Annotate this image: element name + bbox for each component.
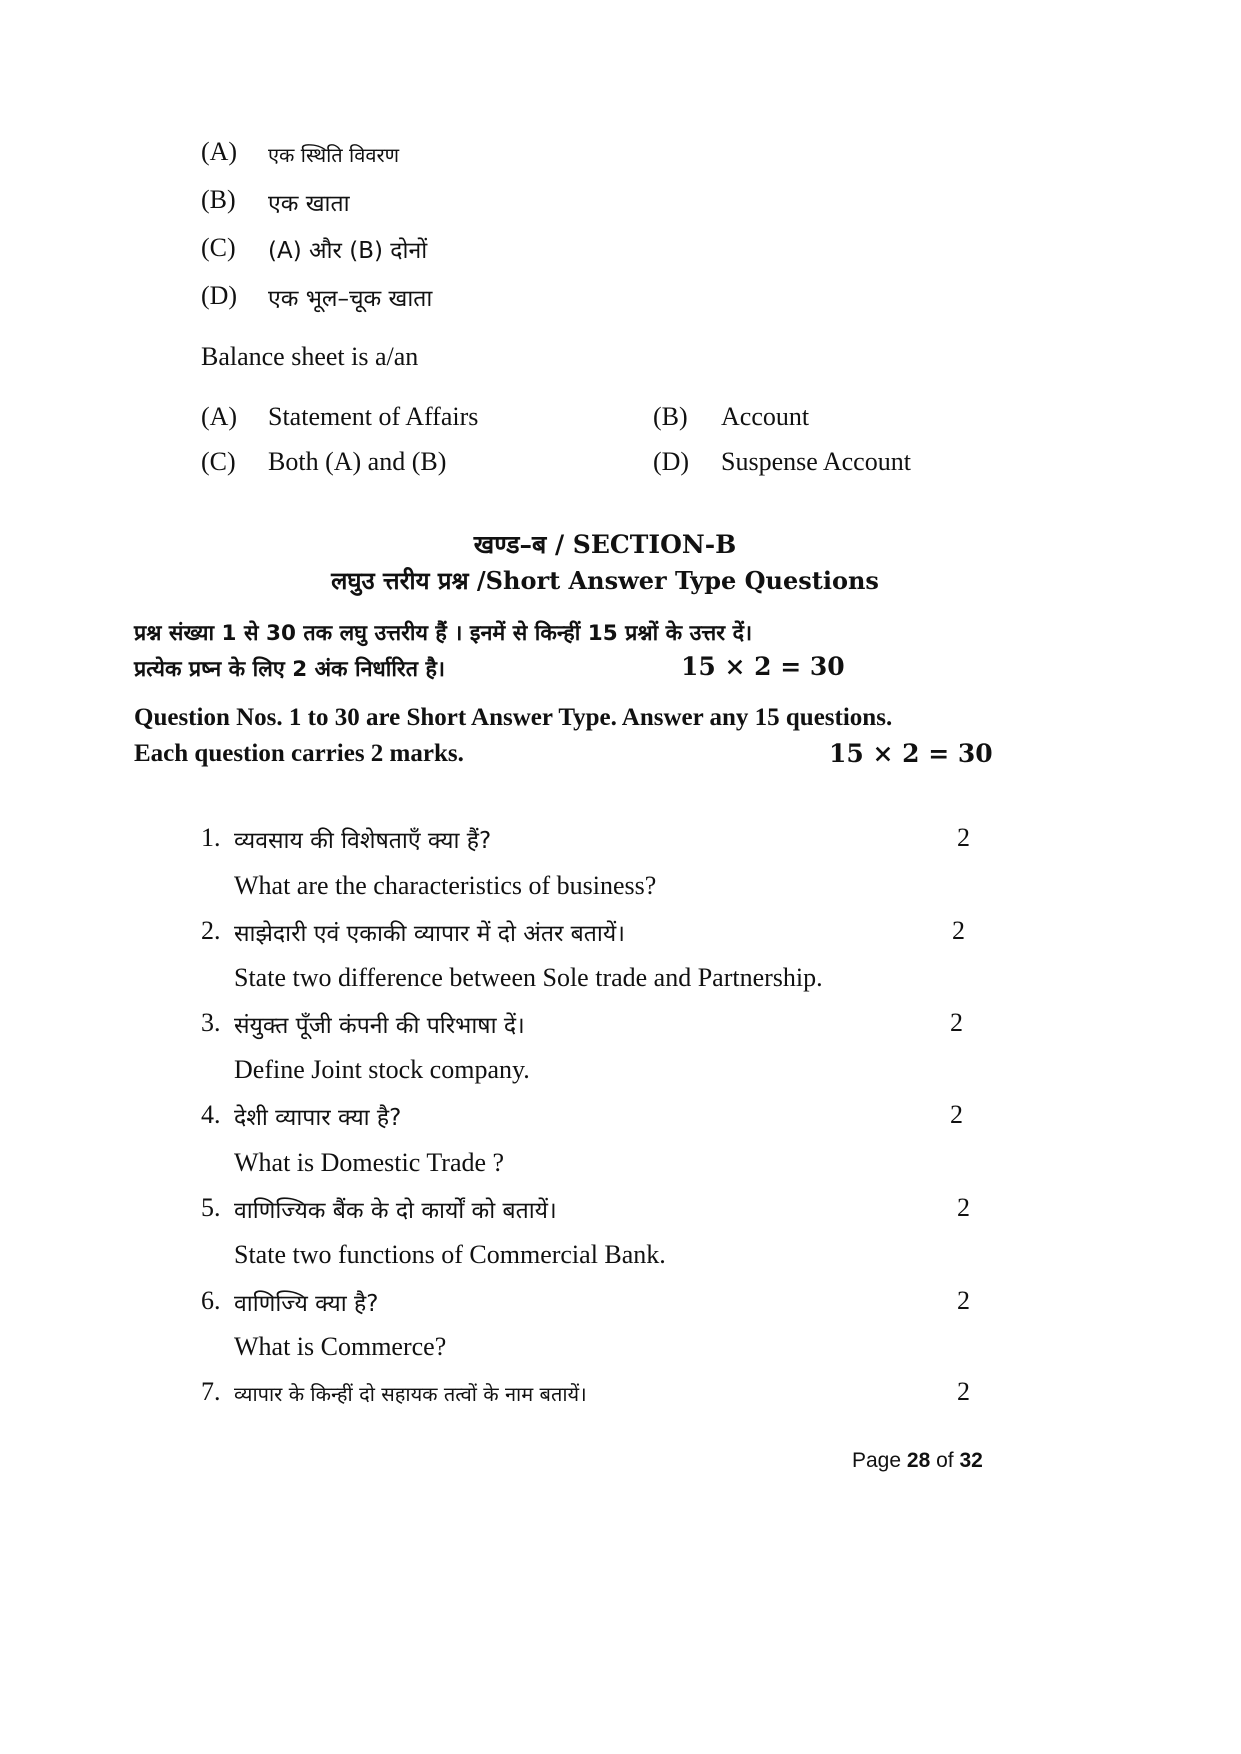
option-label: (A) (201, 137, 238, 166)
total-pages: 32 (959, 1449, 983, 1472)
english-instruction-1: Question Nos. 1 to 30 are Short Answer Type. Answer any 15 questions. (134, 704, 893, 731)
question-marks: 2 (957, 1377, 970, 1406)
question-english: What are the characteristics of business? (234, 871, 657, 900)
marks-formula: 15 × 2 = 30 (681, 652, 845, 681)
english-option-b: Account (721, 402, 810, 431)
english-question: Balance sheet is a/an (201, 342, 419, 371)
question-number: 6. (201, 1286, 221, 1315)
question-number: 1. (201, 823, 221, 852)
question-number: 2. (201, 916, 221, 945)
question-hindi: व्यवसाय की विशेषताएँ क्या हैं? (234, 828, 492, 854)
question-english: What is Commerce? (234, 1332, 447, 1361)
hindi-option-a: एक स्थिति विवरण (268, 143, 400, 167)
option-label: (B) (653, 402, 688, 431)
question-english: State two difference between Sole trade and Partnership. (234, 963, 823, 992)
section-subtitle: लघुउ त्तरीय प्रश्न /Short Answer Type Questions (331, 566, 879, 595)
hindi-option-b: एक खाता (268, 191, 350, 217)
question-marks: 2 (950, 1008, 963, 1037)
question-number: 3. (201, 1008, 221, 1037)
question-hindi: वाणिज्यिक बैंक के दो कार्यों को बतायें। (234, 1198, 557, 1224)
question-english: Define Joint stock company. (234, 1055, 530, 1084)
question-marks: 2 (957, 823, 970, 852)
question-hindi: व्यापार के किन्हीं दो सहायक तत्वों के नाम बतायें। (234, 1382, 587, 1406)
question-english: What is Domestic Trade ? (234, 1148, 505, 1177)
question-marks: 2 (957, 1193, 970, 1222)
option-label: (B) (201, 185, 236, 214)
question-marks: 2 (957, 1286, 970, 1315)
hindi-instruction-2: प्रत्येक प्रष्न के लिए 2 अंक निर्धारित है। (134, 657, 446, 682)
section-title: खण्ड–ब / SECTION-B (473, 530, 737, 559)
question-number: 7. (201, 1377, 221, 1406)
question-number: 4. (201, 1100, 221, 1129)
marks-formula: 15 × 2 = 30 (829, 739, 993, 768)
english-option-c: Both (A) and (B) (268, 447, 447, 476)
hindi-option-d: एक भूल–चूक खाता (268, 286, 433, 312)
hindi-instruction-1: प्रश्न संख्या 1 से 30 तक लघु उत्तरीय हैं । इनमें से किन्हीं 15 प्रश्नों के उत्तर दें। (134, 621, 753, 646)
option-label: (C) (201, 447, 236, 476)
english-option-a: Statement of Affairs (268, 402, 479, 431)
english-option-d: Suspense Account (721, 447, 911, 476)
page-prefix: Page (852, 1449, 902, 1472)
question-hindi: संयुक्त पूँजी कंपनी की परिभाषा दें। (234, 1013, 525, 1039)
english-instruction-2: Each question carries 2 marks. (134, 740, 464, 767)
current-page: 28 (906, 1449, 931, 1472)
page-of: of (936, 1449, 954, 1472)
hindi-option-c: (A) और (B) दोनों (268, 238, 428, 264)
page-number (852, 1449, 983, 1473)
option-label: (C) (201, 233, 236, 262)
question-marks: 2 (952, 916, 965, 945)
question-english: State two functions of Commercial Bank. (234, 1240, 666, 1269)
question-hindi: वाणिज्यि क्या है? (234, 1291, 379, 1317)
question-marks: 2 (950, 1100, 963, 1129)
question-number: 5. (201, 1193, 221, 1222)
option-label: (A) (201, 402, 238, 431)
question-hindi: देशी व्यापार क्या है? (234, 1105, 402, 1131)
option-label: (D) (201, 281, 238, 310)
question-hindi: साझेदारी एवं एकाकी व्यापार में दो अंतर बतायें। (234, 921, 625, 947)
option-label: (D) (653, 447, 690, 476)
